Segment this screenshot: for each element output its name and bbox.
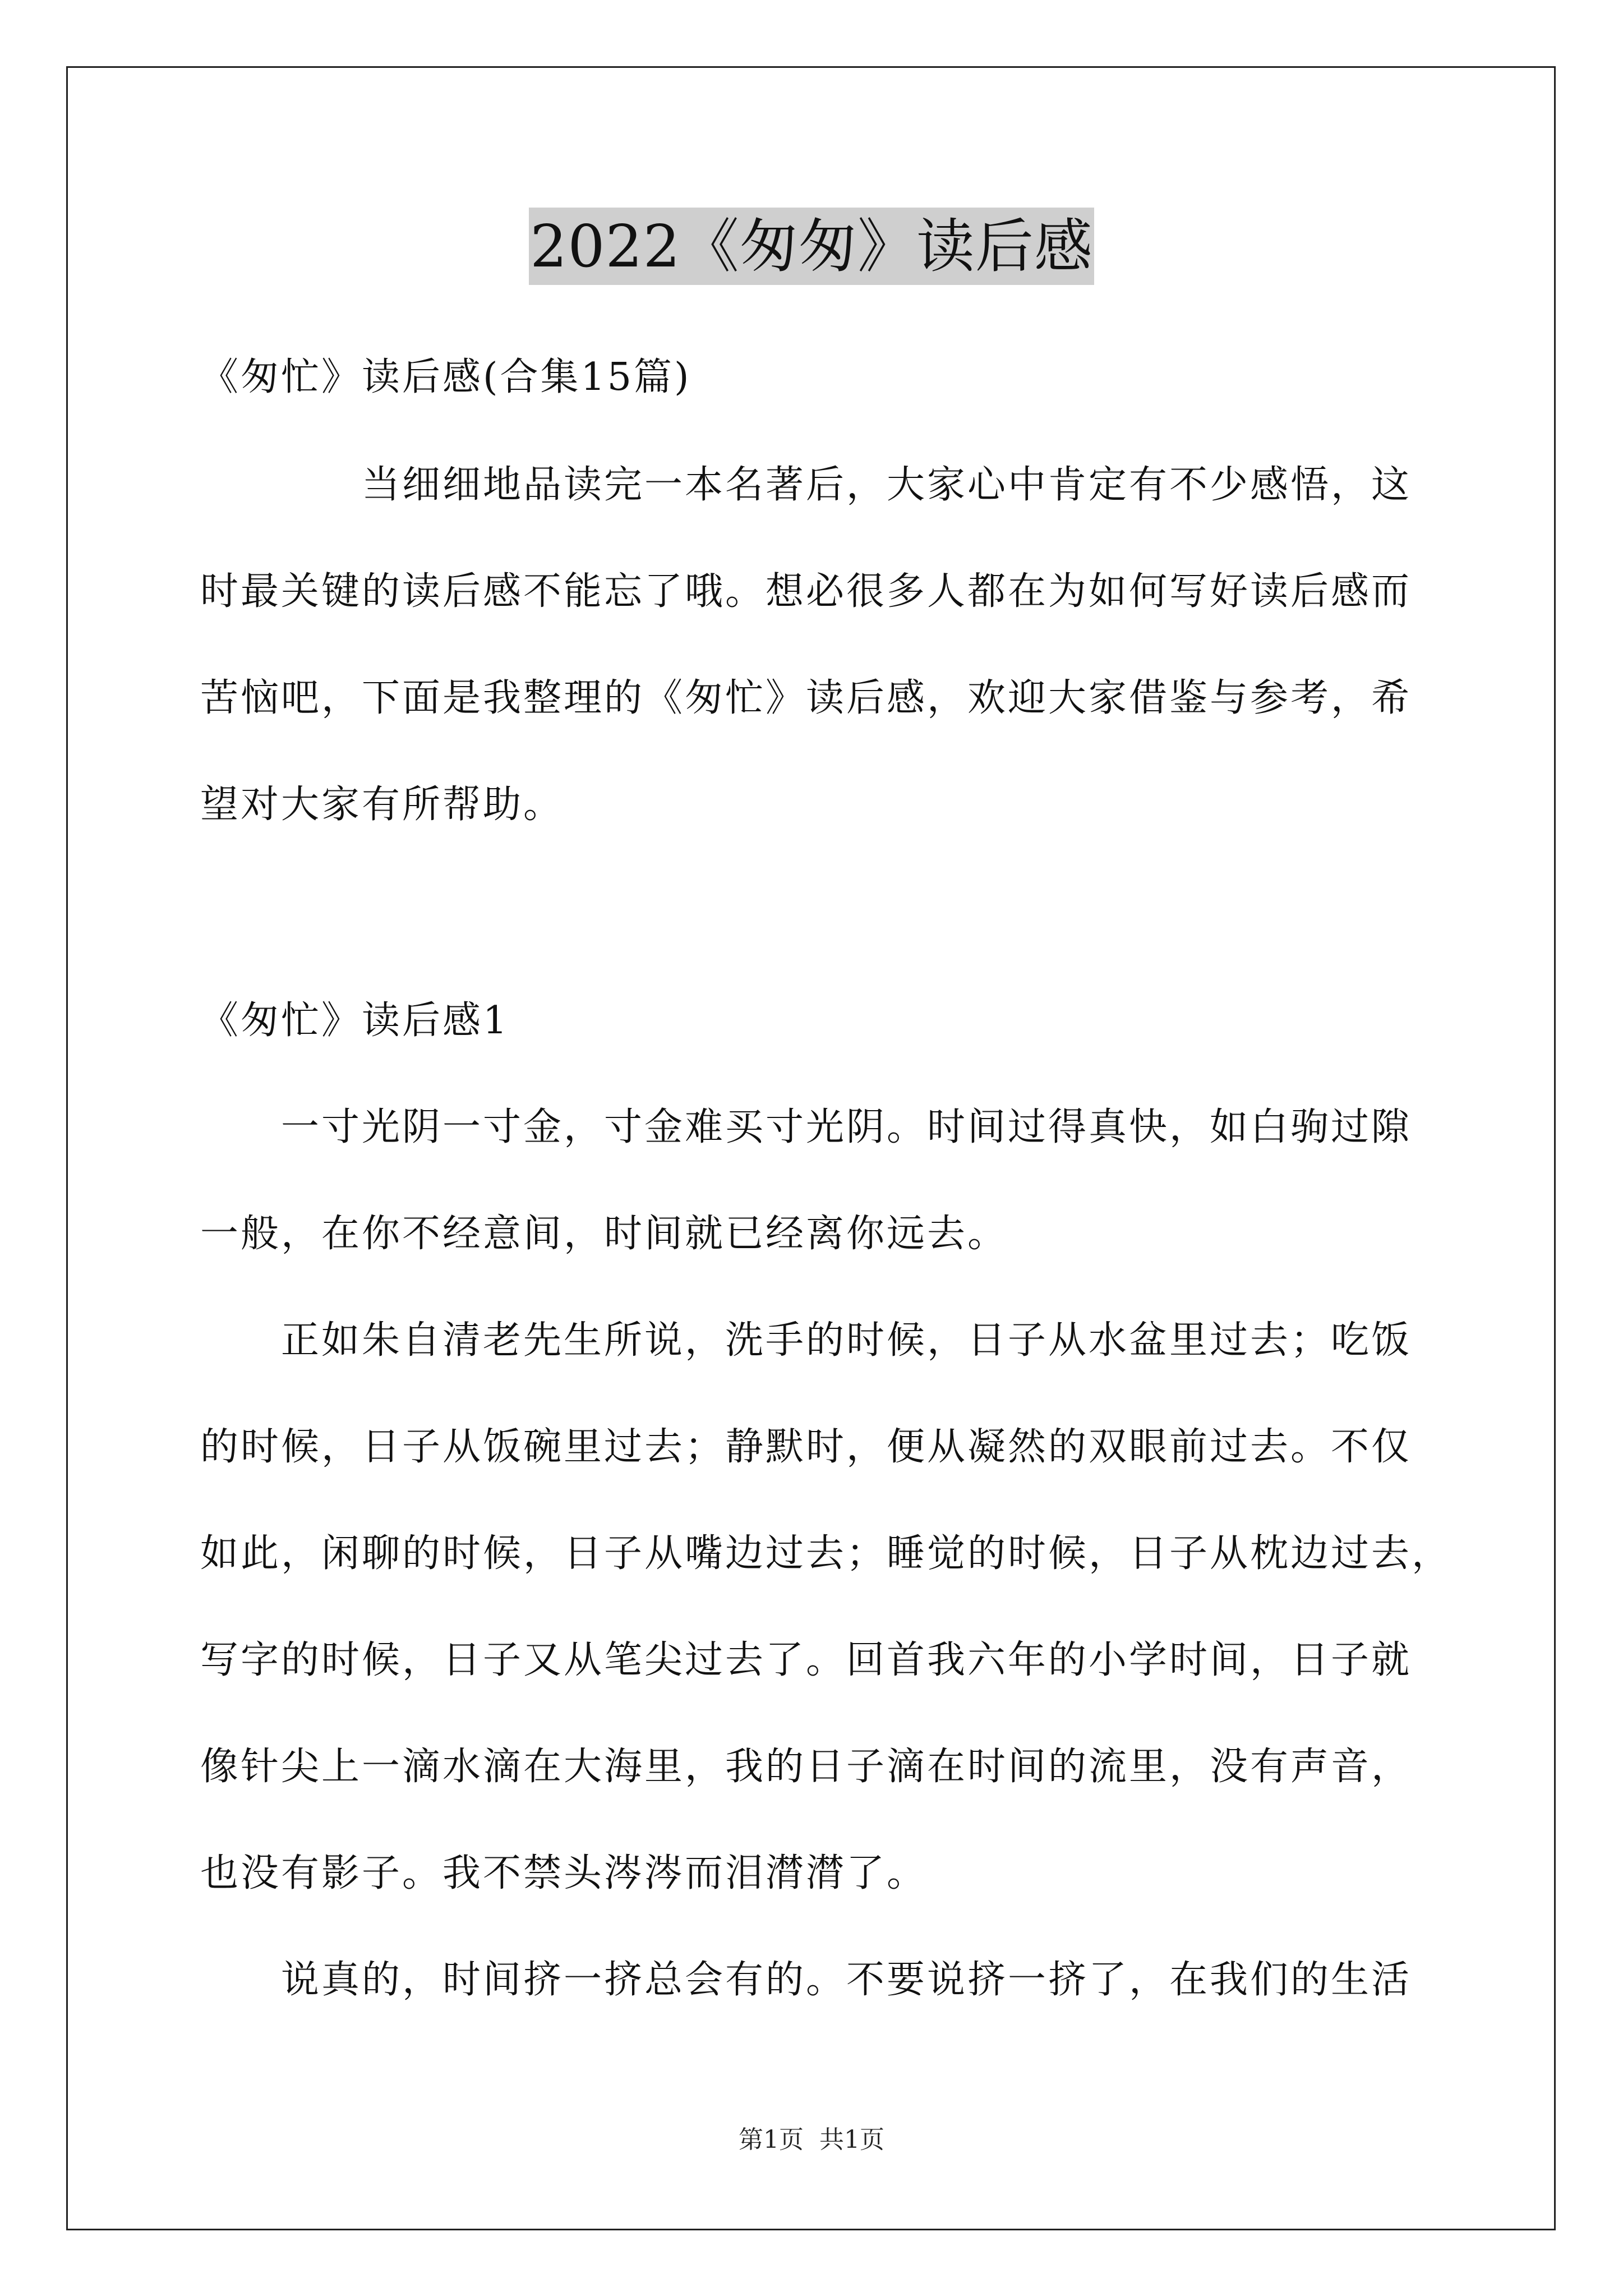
collection-subtitle: 《匆忙》读后感(合集15篇): [200, 355, 691, 399]
page-footer: [0, 2123, 1623, 2157]
intro-line-2: 时最关键的读后感不能忘了哦。想必很多人都在为如何写好读后感而: [200, 569, 1412, 614]
body-line-3: 正如朱自清老先生所说，洗手的时候，日子从水盆里过去；吃饭: [200, 1318, 1412, 1363]
title-container: [0, 208, 1623, 285]
section-heading: 《匆忙》读后感1: [200, 999, 510, 1043]
body-line-5: 如此，闲聊的时候，日子从嘴边过去；睡觉的时候，日子从枕边过去，: [200, 1531, 1453, 1576]
intro-line-4: 望对大家有所帮助。: [200, 783, 564, 827]
body-line-4: 的时候，日子从饭碗里过去；静默时，便从凝然的双眼前过去。不仅: [200, 1425, 1412, 1469]
body-line-6: 写字的时候，日子又从笔尖过去了。回首我六年的小学时间，日子就: [200, 1638, 1412, 1682]
page-total: 共1页: [819, 2125, 884, 2154]
body-line-1: 一寸光阴一寸金，寸金难买寸光阴。时间过得真快，如白驹过隙: [200, 1105, 1412, 1149]
body-line-2: 一般，在你不经意间，时间就已经离你远去。: [200, 1212, 1008, 1256]
body-line-8: 也没有影子。我不禁头涔涔而泪潸潸了。: [200, 1851, 928, 1895]
document-title: 2022《匆匆》读后感: [529, 208, 1094, 285]
body-line-9: 说真的，时间挤一挤总会有的。不要说挤一挤了，在我们的生活: [200, 1958, 1412, 2002]
intro-line-3: 苦恼吧，下面是我整理的《匆忙》读后感，欢迎大家借鉴与参考，希: [200, 676, 1412, 720]
page-number: 第1页: [739, 2125, 804, 2154]
body-line-7: 像针尖上一滴水滴在大海里，我的日子滴在时间的流里，没有声音，: [200, 1745, 1412, 1789]
intro-line-1: 当细细地品读完一本名著后，大家心中肯定有不少感悟，这: [200, 463, 1412, 507]
